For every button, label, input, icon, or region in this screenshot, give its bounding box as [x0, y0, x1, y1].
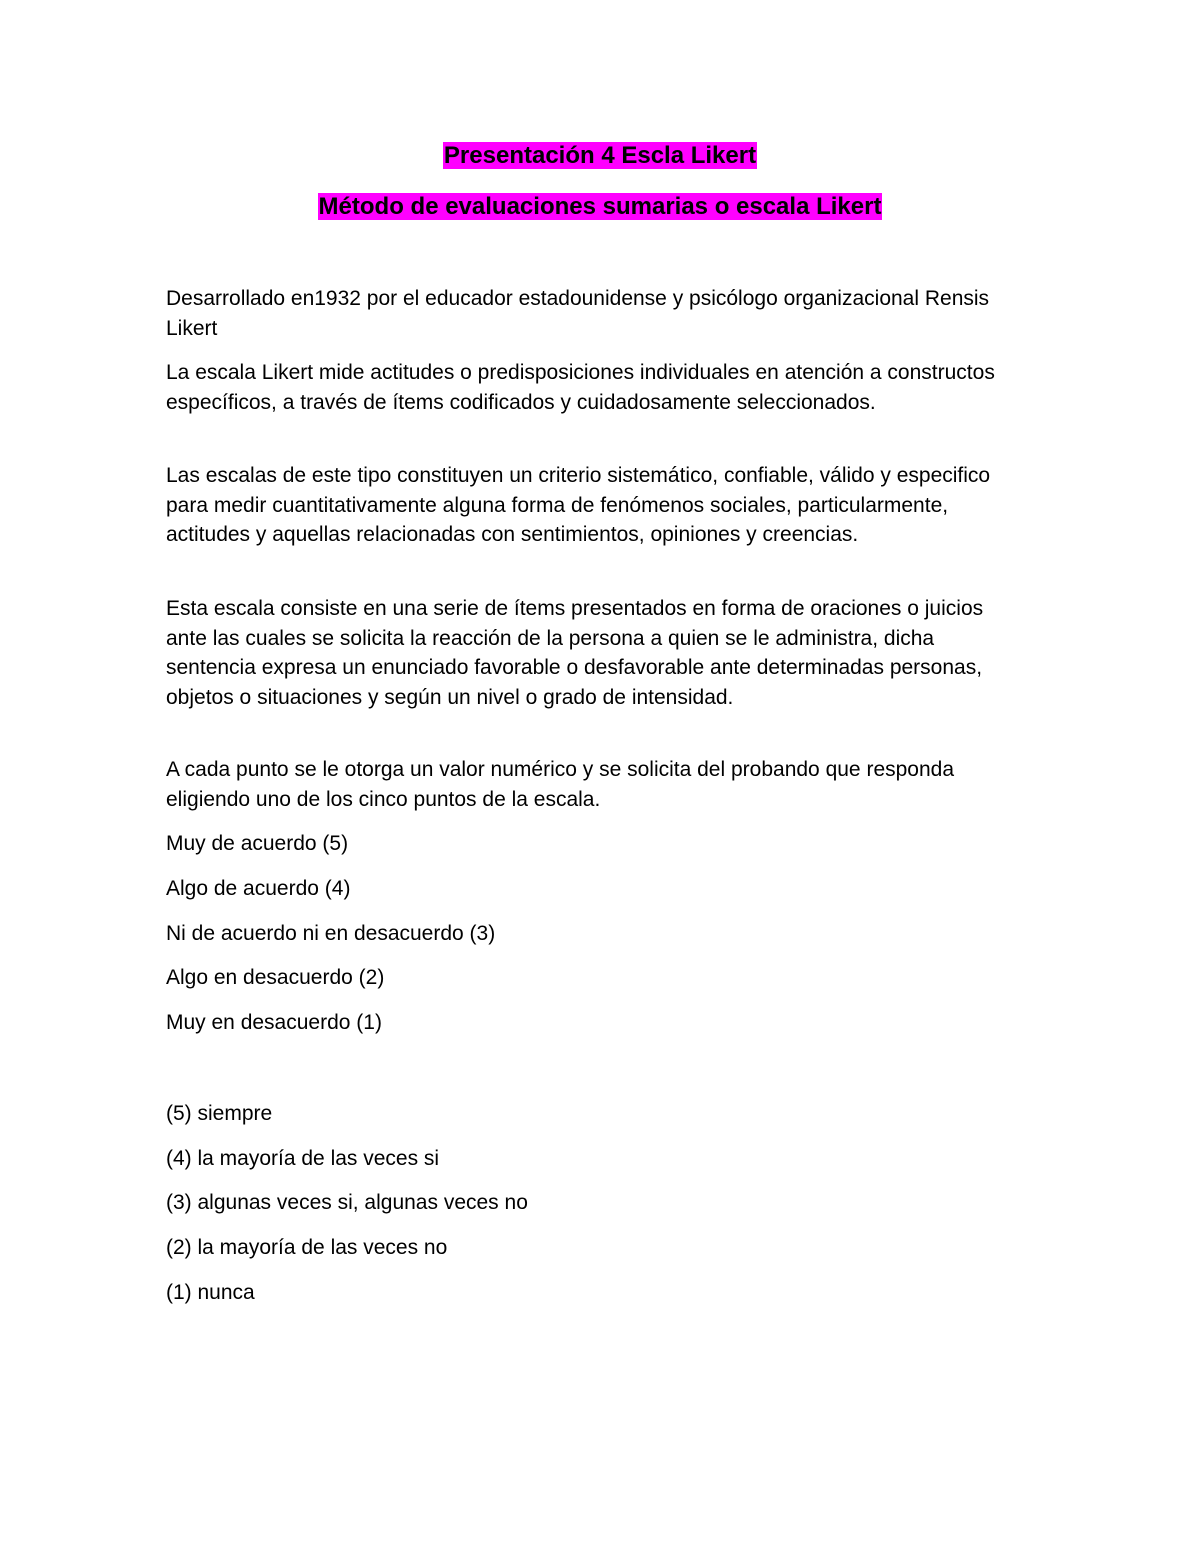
frequency-scale-item: (5) siempre: [166, 1102, 273, 1125]
frequency-scale-item: (3) algunas veces si, algunas veces no: [166, 1191, 528, 1214]
paragraph-structure: Esta escala consiste en una serie de ítems presentados en forma de oraciones o juicios ante las cuales se solicita la reacción de la persona a quien se le administra, dicha sentencia expresa un enunciado favorable o desfavorable ante determinadas personas, objetos o situaciones y según un nivel o grado de intensidad.: [166, 597, 984, 709]
agreement-scale-item: Algo de acuerdo (4): [166, 877, 351, 900]
paragraph-definition: La escala Likert mide actitudes o predisposiciones individuales en atención a constructos específicos, a través de ítems codificados y cuidadosamente seleccionados.: [166, 361, 995, 414]
paragraph-criteria: Las escalas de este tipo constituyen un criterio sistemático, confiable, válido y especifico para medir cuantitativamente alguna forma de fenómenos sociales, particularmente, actitudes y aquellas relacionadas con sentimientos, opiniones y creencias.: [166, 464, 991, 546]
agreement-scale-item: Muy en desacuerdo (1): [166, 1011, 382, 1034]
paragraph-scoring: A cada punto se le otorga un valor numérico y se solicita del probando que responda eligiendo uno de los cinco puntos de la escala.: [166, 758, 955, 811]
document-title: [0, 140, 1200, 172]
frequency-scale-item: (2) la mayoría de las veces no: [166, 1236, 448, 1259]
agreement-scale-item: Algo en desacuerdo (2): [166, 966, 385, 989]
document-subtitle-text: Método de evaluaciones sumarias o escala Likert: [318, 193, 882, 220]
document-subtitle: [0, 191, 1200, 223]
agreement-scale-item: Ni de acuerdo ni en desacuerdo (3): [166, 922, 496, 945]
document-title-text: Presentación 4 Escla Likert: [443, 142, 757, 169]
paragraph-origin: Desarrollado en1932 por el educador estadounidense y psicólogo organizacional Rensis Likert: [166, 287, 990, 340]
frequency-scale-item: (4) la mayoría de las veces si: [166, 1147, 440, 1170]
agreement-scale-item: Muy de acuerdo (5): [166, 832, 349, 855]
frequency-scale-item: (1) nunca: [166, 1281, 255, 1304]
